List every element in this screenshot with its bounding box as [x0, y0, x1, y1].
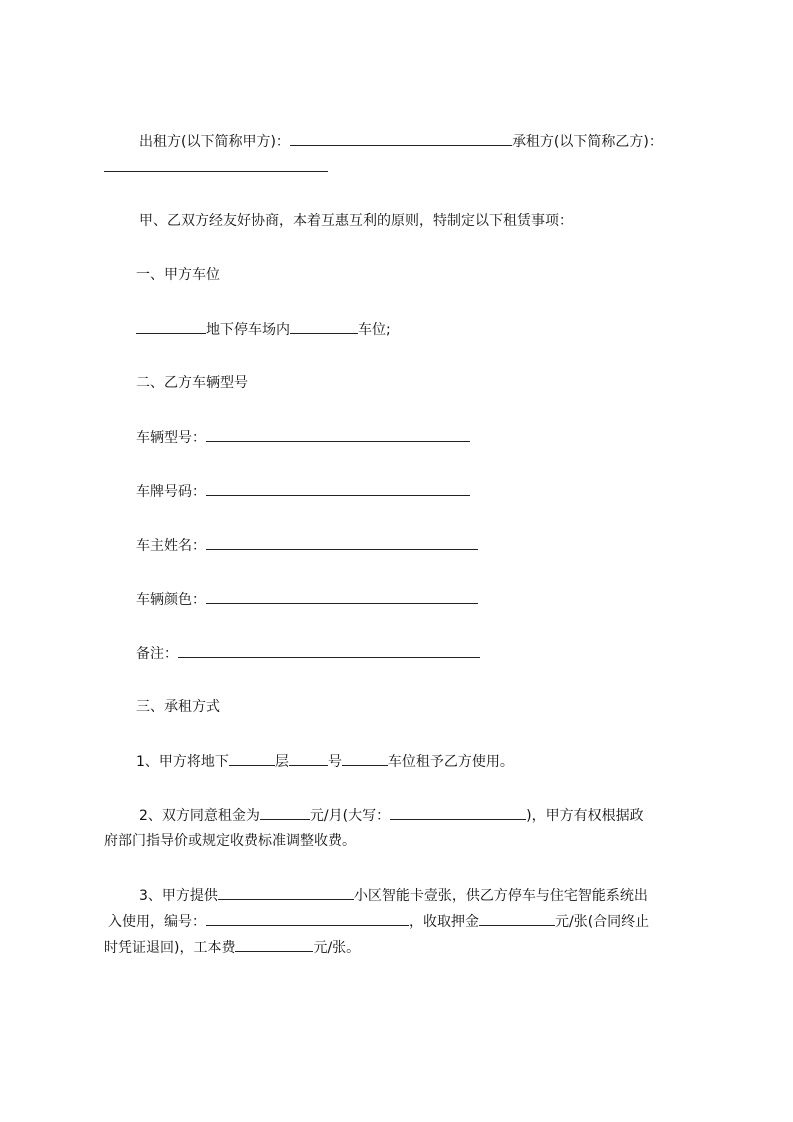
card-number-blank[interactable]: [206, 911, 409, 926]
section3-heading: 三、承租方式: [136, 699, 220, 715]
garage-text: 地下停车场内: [206, 322, 290, 338]
vehicle-model-label: 车辆型号：: [136, 430, 206, 446]
item3-text-g: 元/张。: [313, 940, 361, 956]
item3-line1: [139, 885, 648, 906]
item1-text-d: 车位租予乙方使用。: [387, 754, 514, 770]
intro-paragraph: 甲、乙双方经友好协商，本着互惠互利的原则，特制定以下租赁事项：: [139, 213, 573, 229]
item1-text-a: 1、甲方将地下: [136, 754, 229, 770]
fee-blank[interactable]: [235, 937, 313, 952]
remarks-blank[interactable]: [178, 643, 480, 658]
item2-text-c: )，甲方有权根据政: [526, 808, 644, 824]
parking-space-line: [136, 319, 391, 340]
space-number-blank[interactable]: [290, 319, 358, 334]
lessor-label: 出租方(以下简称甲方)：: [139, 134, 290, 150]
community-blank[interactable]: [218, 885, 354, 900]
vehicle-model-blank[interactable]: [206, 427, 470, 442]
floor-blank[interactable]: [229, 751, 275, 766]
lessee-blank[interactable]: [104, 157, 328, 172]
item3-text-c: 入使用，编号：: [108, 914, 206, 930]
item3-text-d: ，收取押金: [409, 914, 479, 930]
vehicle-color-label: 车辆颜色：: [136, 592, 206, 608]
item3-text-a: 3、甲方提供: [139, 888, 218, 904]
vehicle-model-field: [136, 427, 470, 448]
item3-line3: [104, 937, 360, 958]
item2-text-a: 2、双方同意租金为: [139, 808, 260, 824]
plate-number-field: [136, 481, 470, 502]
lessor-blank[interactable]: [290, 131, 512, 146]
number-blank[interactable]: [289, 751, 328, 766]
rent-uppercase-blank[interactable]: [390, 805, 526, 820]
item2-line1: [139, 805, 644, 826]
vehicle-color-field: [136, 589, 478, 610]
plate-number-blank[interactable]: [206, 481, 470, 496]
remarks-label: 备注：: [136, 646, 178, 662]
plate-number-label: 车牌号码：: [136, 484, 206, 500]
space-blank[interactable]: [342, 751, 388, 766]
section1-heading: 一、甲方车位: [136, 267, 220, 283]
owner-name-field: [136, 535, 478, 556]
lessee-label: 承租方(以下简称乙方)：: [511, 134, 663, 150]
item3-text-f: 时凭证退回)，工本费: [104, 940, 236, 956]
item2-line2: 府部门指导价或规定收费标准调整收费。: [104, 833, 356, 849]
owner-name-blank[interactable]: [206, 535, 478, 550]
item3-line2: [108, 911, 649, 932]
section2-heading: 二、乙方车辆型号: [136, 375, 248, 391]
item1-line: [136, 751, 514, 772]
rent-amount-blank[interactable]: [260, 805, 310, 820]
vehicle-color-blank[interactable]: [206, 589, 478, 604]
deposit-blank[interactable]: [479, 911, 555, 926]
item1-text-b: 层: [274, 754, 289, 770]
remarks-field: [136, 643, 480, 664]
parties-line: [139, 131, 663, 152]
lessee-blank-line: [104, 157, 328, 178]
item2-text-b: 元/月(大写：: [309, 808, 391, 824]
owner-name-label: 车主姓名：: [136, 538, 206, 554]
item3-text-b: 小区智能卡壹张，供乙方停车与住宅智能系统出: [353, 888, 648, 904]
garage-name-blank[interactable]: [136, 319, 206, 334]
item3-text-e: 元/张(合同终止: [555, 914, 650, 930]
space-text: 车位;: [358, 322, 391, 338]
item1-text-c: 号: [327, 754, 342, 770]
